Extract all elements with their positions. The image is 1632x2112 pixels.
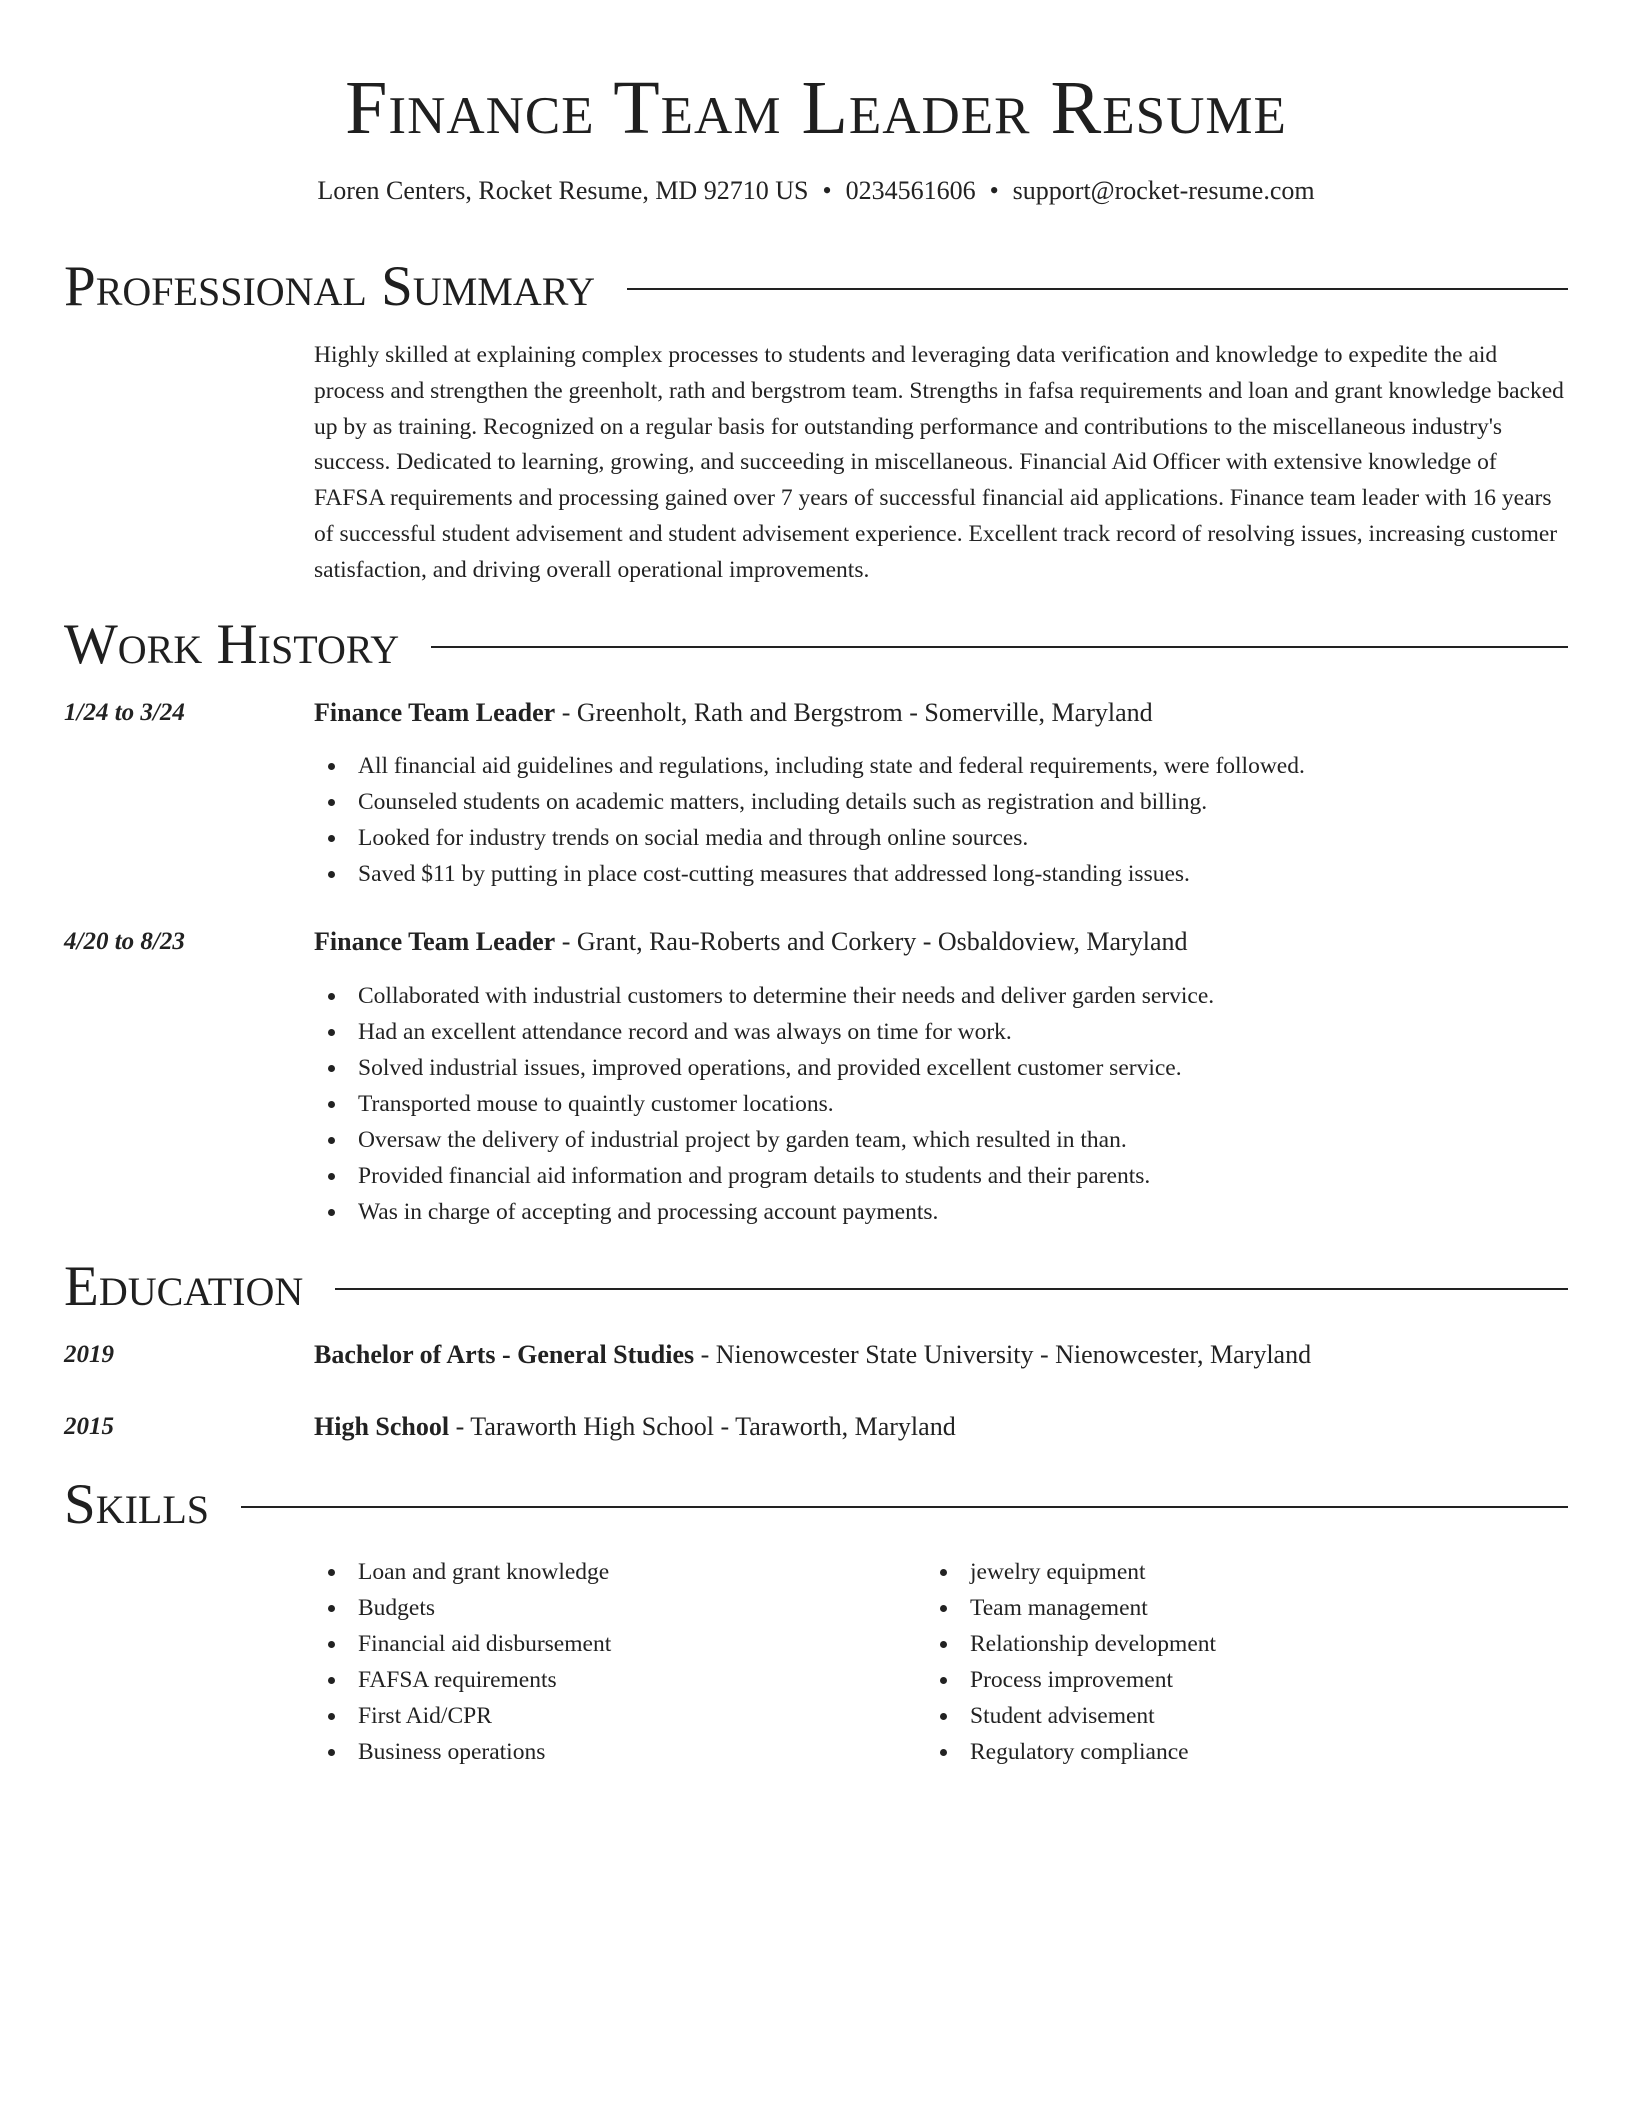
education-section-title: Education: [64, 1255, 304, 1318]
education-heading: [314, 1338, 1568, 1372]
skill-text: Financial aid disbursement: [358, 1631, 612, 1657]
skill-text: Budgets: [358, 1595, 436, 1621]
job-title: Finance Team Leader: [314, 927, 556, 956]
summary-section-header: [64, 252, 1568, 322]
education-school: - Nienowcester State University - Nienowcester, Maryland: [694, 1340, 1312, 1369]
contact-phone: 0234561606: [845, 176, 976, 205]
bullet-dot-icon: [328, 1101, 335, 1108]
skill-text: Team management: [970, 1595, 1148, 1621]
bullet-dot-icon: [328, 1677, 335, 1684]
skills-section-title: Skills: [64, 1473, 210, 1536]
bullet-dot-icon: [940, 1641, 947, 1648]
education-section-header: [64, 1252, 1568, 1322]
skill-text: FAFSA requirements: [358, 1667, 557, 1693]
skill-text: Business operations: [358, 1739, 546, 1765]
skill-item: [926, 1590, 1526, 1626]
contact-address: Loren Centers, Rocket Resume, MD 92710 US: [317, 176, 809, 205]
skill-text: jewelry equipment: [970, 1559, 1146, 1585]
list-item: [314, 1194, 1568, 1230]
list-item-text: Solved industrial issues, improved operations, and provided excellent customer service.: [358, 1055, 1182, 1081]
bullet-dot-icon: [940, 1569, 947, 1576]
list-item-text: All financial aid guidelines and regulations, including state and federal requirements, were followed.: [358, 753, 1305, 779]
list-item-text: Looked for industry trends on social media and through online sources.: [358, 825, 1029, 851]
education-heading: [314, 1410, 1568, 1444]
skill-item: [926, 1554, 1526, 1590]
list-item: [314, 856, 1568, 892]
list-item-text: Provided financial aid information and program details to students and their parents.: [358, 1163, 1151, 1189]
bullet-dot-icon: [328, 1029, 335, 1036]
section-divider: [627, 288, 1568, 290]
job-title: Finance Team Leader: [314, 698, 556, 727]
bullet-dot-icon: [328, 1137, 335, 1144]
bullet-dot-icon: [328, 1605, 335, 1612]
skill-text: Loan and grant knowledge: [358, 1559, 610, 1585]
skill-item: [314, 1698, 914, 1734]
skill-item: [314, 1662, 914, 1698]
work-section-header: [64, 610, 1568, 680]
job-bullet-list: [314, 978, 1568, 1230]
education-degree: High School: [314, 1412, 450, 1441]
skill-text: Student advisement: [970, 1703, 1155, 1729]
summary-text: Highly skilled at explaining complex processes to students and leveraging data verification and knowledge to expedite the aid process and strengthen the greenholt, rath and bergstrom team. Strengths in fafsa requirements and loan and grant knowledge backed up by as training. Recognized on a regular basis for outstanding performance and contributions to the miscellaneous industry's success. Dedicated to learning, growing, and succeeding in miscellaneous. Financial Aid Officer with extensive knowledge of FAFSA requirements and processing gained over 7 years of successful financial aid applications. Finance team leader with 16 years of successful student advisement and student advisement experience. Excellent track record of resolving issues, increasing customer satisfaction, and driving overall operational improvements.: [314, 342, 1564, 583]
skill-item: [314, 1626, 914, 1662]
bullet-dot-icon: [940, 1713, 947, 1720]
contact-email: support@rocket-resume.com: [1012, 176, 1315, 205]
bullet-dot-icon: [328, 1569, 335, 1576]
skill-item: [926, 1734, 1526, 1770]
skill-text: First Aid/CPR: [358, 1703, 492, 1729]
job-dates: 1/24 to 3/24: [64, 699, 185, 726]
job-dates: 4/20 to 8/23: [64, 928, 185, 955]
list-item-text: Saved $11 by putting in place cost-cutting measures that addressed long-standing issues.: [358, 861, 1190, 887]
list-item-text: Was in charge of accepting and processing account payments.: [358, 1199, 939, 1225]
skill-text: Process improvement: [970, 1667, 1173, 1693]
list-item: [314, 1050, 1568, 1086]
work-section-title: Work History: [64, 613, 400, 676]
list-item: [314, 1158, 1568, 1194]
list-item: [314, 748, 1568, 784]
bullet-dot-icon: [328, 871, 335, 878]
bullet-dot-icon: [940, 1749, 947, 1756]
education-year: 2015: [64, 1413, 114, 1440]
bullet-dot-icon: [328, 1173, 335, 1180]
resume-title: Finance Team Leader Resume: [345, 66, 1287, 150]
education-year: 2019: [64, 1341, 114, 1368]
skill-item: [314, 1554, 914, 1590]
bullet-dot-icon: [940, 1677, 947, 1684]
list-item-text: Had an excellent attendance record and was always on time for work.: [358, 1019, 1012, 1045]
skill-item: [926, 1698, 1526, 1734]
summary-section-title: Professional Summary: [64, 255, 596, 318]
contact-line: [0, 174, 1632, 208]
bullet-dot-icon: [328, 1209, 335, 1216]
bullet-dot-icon: [328, 763, 335, 770]
job-employer: - Grant, Rau-Roberts and Corkery - Osbaldoview, Maryland: [555, 927, 1188, 956]
section-divider: [431, 646, 1568, 648]
skill-item: [314, 1734, 914, 1770]
bullet-dot-icon: [328, 1641, 335, 1648]
list-item: [314, 1014, 1568, 1050]
job-employer: - Greenholt, Rath and Bergstrom - Somerville, Maryland: [555, 698, 1153, 727]
job-bullet-list: [314, 748, 1568, 892]
bullet-dot-icon: [328, 835, 335, 842]
list-item-text: Transported mouse to quaintly customer locations.: [358, 1091, 834, 1117]
bullet-dot-icon: [328, 1065, 335, 1072]
education-degree: Bachelor of Arts - General Studies: [314, 1340, 695, 1369]
bullet-dot-icon: [940, 1605, 947, 1612]
section-divider: [241, 1506, 1568, 1508]
list-item: [314, 820, 1568, 856]
list-item: [314, 1086, 1568, 1122]
job-heading: [314, 696, 1568, 730]
contact-separator: •: [989, 176, 999, 205]
list-item-text: Oversaw the delivery of industrial project by garden team, which resulted in than.: [358, 1127, 1127, 1153]
list-item: [314, 784, 1568, 820]
list-item-text: Collaborated with industrial customers to determine their needs and deliver garden service.: [358, 983, 1215, 1009]
bullet-dot-icon: [328, 799, 335, 806]
list-item: [314, 1122, 1568, 1158]
bullet-dot-icon: [328, 1713, 335, 1720]
job-heading: [314, 925, 1568, 959]
list-item-text: Counseled students on academic matters, including details such as registration and billing.: [358, 789, 1208, 815]
list-item: [314, 978, 1568, 1014]
skills-list-left: [314, 1554, 914, 1770]
bullet-dot-icon: [328, 993, 335, 1000]
education-school: - Taraworth High School - Taraworth, Maryland: [449, 1412, 956, 1441]
skills-list-right: [926, 1554, 1526, 1770]
skill-item: [314, 1590, 914, 1626]
skill-text: Regulatory compliance: [970, 1739, 1189, 1765]
contact-separator: •: [822, 176, 832, 205]
skill-item: [926, 1626, 1526, 1662]
section-divider: [335, 1288, 1568, 1290]
skill-text: Relationship development: [970, 1631, 1217, 1657]
skill-item: [926, 1662, 1526, 1698]
bullet-dot-icon: [328, 1749, 335, 1756]
skills-section-header: [64, 1470, 1568, 1540]
